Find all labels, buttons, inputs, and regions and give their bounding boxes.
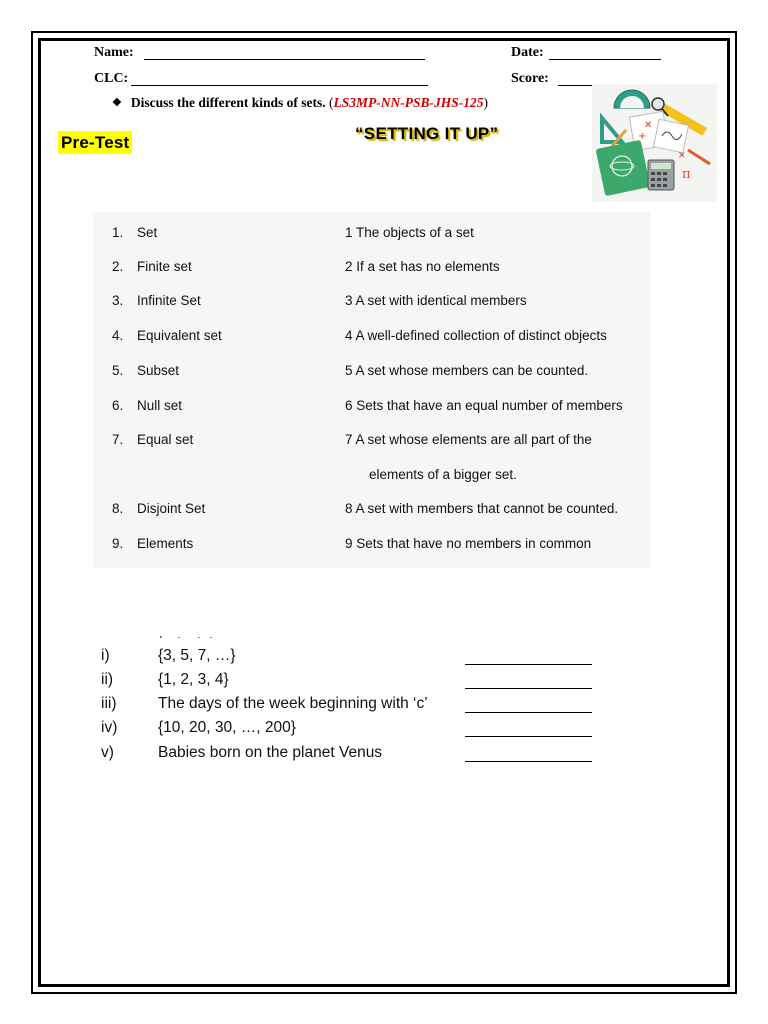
term-label: Disjoint Set <box>137 501 206 516</box>
question-text: {3, 5, 7, …} <box>158 647 236 664</box>
term-label: Subset <box>137 363 180 378</box>
question-item <box>0 647 768 669</box>
matching-row <box>93 328 650 348</box>
page-title: “SETTING IT UP” <box>355 124 499 143</box>
question-numeral: ii) <box>101 671 114 688</box>
definition-text: 6 Sets that have an equal number of members <box>345 398 623 413</box>
definition-text: 4 A well-defined collection of distinct objects <box>345 328 607 343</box>
term-label: Elements <box>137 536 194 551</box>
term-number: 7. <box>112 432 124 447</box>
date-field[interactable] <box>549 59 661 60</box>
svg-text:✕: ✕ <box>644 120 653 131</box>
objective <box>112 95 488 111</box>
term-number: 1. <box>112 225 124 240</box>
pretest-label: Pre-Test <box>58 131 132 154</box>
objective-paren-open: ( <box>329 95 334 110</box>
answer-blank[interactable] <box>465 736 592 737</box>
term-label: Null set <box>137 398 183 413</box>
name-label: Name: <box>94 45 134 60</box>
term-number: 8. <box>112 501 124 516</box>
matching-row <box>93 259 650 279</box>
question-item <box>0 744 768 766</box>
clc-label: CLC: <box>94 71 129 86</box>
definition-text: 2 If a set has no elements <box>345 259 500 274</box>
definition-text: 3 A set with identical members <box>345 293 527 308</box>
date-label: Date: <box>511 45 544 60</box>
term-number: 6. <box>112 398 124 413</box>
term-number: 2. <box>112 259 124 274</box>
matching-row <box>93 363 650 383</box>
matching-row <box>93 293 650 313</box>
term-number: 3. <box>112 293 124 308</box>
name-field[interactable] <box>144 59 425 60</box>
question-numeral: i) <box>101 647 110 664</box>
term-label: Set <box>137 225 158 240</box>
matching-row <box>93 536 650 556</box>
question-numeral: iii) <box>101 695 117 712</box>
math-tools-clipart-icon <box>592 84 717 202</box>
definition-text: 8 A set with members that cannot be counted. <box>345 501 619 516</box>
term-label: Infinite Set <box>137 293 201 308</box>
bullet-diamond-icon: ❖ <box>112 97 122 109</box>
question-item <box>0 719 768 741</box>
cropped-text-fragment <box>158 630 213 638</box>
answer-blank[interactable] <box>465 712 592 713</box>
term-label: Equal set <box>137 432 194 447</box>
matching-section <box>93 212 650 568</box>
answer-blank[interactable] <box>465 688 592 689</box>
term-number: 5. <box>112 363 124 378</box>
objective-paren-close: ) <box>483 95 489 110</box>
question-numeral: iv) <box>101 719 118 736</box>
definition-text: 9 Sets that have no members in common <box>345 536 592 551</box>
question-text: {1, 2, 3, 4} <box>158 671 229 688</box>
objective-code: LS3MP-NN-PSB-JHS-125 <box>333 95 484 110</box>
matching-row <box>93 225 650 245</box>
term-number: 9. <box>112 536 124 551</box>
svg-text:✕: ✕ <box>678 151 686 161</box>
definition-text: 7 A set whose elements are all part of the <box>345 432 592 447</box>
question-item <box>0 695 768 717</box>
question-item <box>0 671 768 693</box>
svg-text:+: + <box>638 131 647 142</box>
answer-blank[interactable] <box>465 664 592 665</box>
definition-text: 5 A set whose members can be counted. <box>345 363 589 378</box>
matching-row <box>93 398 650 418</box>
term-label: Equivalent set <box>137 328 222 343</box>
definition-text: elements of a bigger set. <box>369 467 517 482</box>
question-text: Babies born on the planet Venus <box>158 744 383 761</box>
question-text: The days of the week beginning with ‘c’ <box>158 695 428 712</box>
objective-text: Discuss the different kinds of sets. <box>130 95 326 110</box>
matching-row <box>93 432 650 452</box>
matching-row <box>93 501 650 521</box>
matching-row-continuation <box>93 467 650 487</box>
question-text: {10, 20, 30, …, 200} <box>158 719 296 736</box>
definition-text: 1 The objects of a set <box>345 225 474 240</box>
question-numeral: v) <box>101 744 114 761</box>
answer-blank[interactable] <box>465 761 592 762</box>
term-label: Finite set <box>137 259 192 274</box>
score-label: Score: <box>511 71 549 86</box>
term-number: 4. <box>112 328 124 343</box>
clc-field[interactable] <box>131 85 428 86</box>
svg-text:π: π <box>682 167 691 182</box>
